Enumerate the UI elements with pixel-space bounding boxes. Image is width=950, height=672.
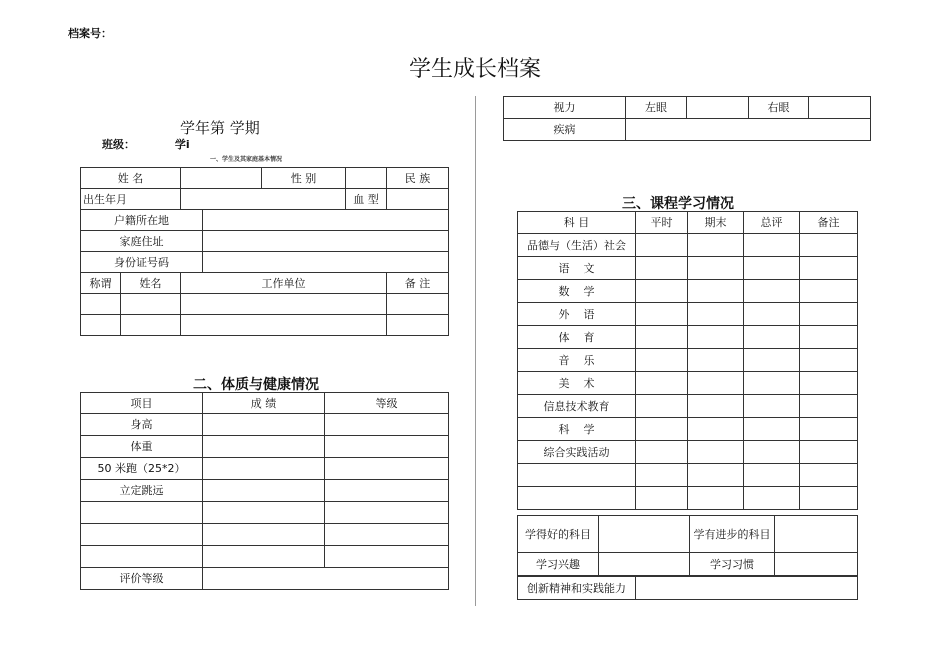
hukou-cell[interactable]: [203, 210, 449, 231]
weight-label: 体重: [81, 436, 203, 458]
final-header: 期末: [688, 212, 744, 234]
table-row: [518, 303, 858, 326]
disease-cell[interactable]: [626, 119, 871, 141]
subject-pe: 体 育: [518, 326, 636, 349]
center-divider: [475, 96, 476, 606]
class-line: [102, 136, 226, 152]
eval-grade-label: 评价等级: [81, 568, 203, 590]
innovation-label: 创新精神和实践能力: [518, 577, 636, 600]
interest-label: 学习兴趣: [518, 553, 599, 576]
table-row: [518, 395, 858, 418]
table-row: [518, 487, 858, 510]
subject-art: 美 术: [518, 372, 636, 395]
subject-header: 科 目: [518, 212, 636, 234]
learning-summary-table: [517, 515, 858, 576]
grade-header: 等级: [325, 393, 449, 414]
subject-math: 数 学: [518, 280, 636, 303]
left-eye-cell[interactable]: [687, 97, 749, 119]
page-title: 学生成长档案: [408, 57, 541, 82]
total-header: 总评: [744, 212, 800, 234]
table-row: [518, 464, 858, 487]
term-subtitle: 学年第 学期: [180, 119, 260, 137]
interest-cell[interactable]: [599, 553, 690, 576]
table-row: [81, 546, 449, 568]
section3-title: 三、课程学习情况: [622, 196, 734, 212]
basic-info-table: [80, 167, 449, 336]
subject-foreign-language: 外 语: [518, 303, 636, 326]
long-jump-label: 立定跳远: [81, 480, 203, 502]
height-label: 身高: [81, 414, 203, 436]
left-eye-label: 左眼: [626, 97, 687, 119]
good-subject-cell[interactable]: [599, 516, 690, 553]
name-label: 姓 名: [81, 168, 181, 189]
score-header: 成 绩: [203, 393, 325, 414]
address-cell[interactable]: [203, 231, 449, 252]
table-row: [518, 349, 858, 372]
subject-practice: 综合实践活动: [518, 441, 636, 464]
birth-cell[interactable]: [181, 189, 346, 210]
innovation-cell[interactable]: [636, 577, 858, 600]
student-label: 学i: [174, 138, 190, 151]
ethnic-label: 民 族: [387, 168, 449, 189]
hukou-label: 户籍所在地: [81, 210, 203, 231]
table-row: [518, 418, 858, 441]
table-row: [518, 441, 858, 464]
run-50m-label: 50 米跑（25*2）: [81, 458, 203, 480]
name-cell[interactable]: [181, 168, 262, 189]
course-table: [517, 211, 858, 510]
vision-label: 视力: [504, 97, 626, 119]
table-row: [81, 480, 449, 502]
address-label: 家庭住址: [81, 231, 203, 252]
birth-label: 出生年月: [81, 189, 181, 210]
table-row: [81, 524, 449, 546]
habit-label: 学习习惯: [690, 553, 775, 576]
doc-number-label: 档案号：: [68, 27, 112, 40]
table-row: [518, 372, 858, 395]
id-number-label: 身份证号码: [81, 252, 203, 273]
table-row: [81, 436, 449, 458]
gender-cell[interactable]: [346, 168, 387, 189]
subject-science: 科 学: [518, 418, 636, 441]
improved-subject-cell[interactable]: [775, 516, 858, 553]
good-subject-label: 学得好的科目: [518, 516, 599, 553]
table-row: [81, 502, 449, 524]
family-name-header: 姓名: [121, 273, 181, 294]
subject-morality: 品德与（生活）社会: [518, 234, 636, 257]
subject-music: 音 乐: [518, 349, 636, 372]
habit-cell[interactable]: [775, 553, 858, 576]
innovation-table: [517, 576, 858, 600]
gender-label: 性 别: [262, 168, 346, 189]
vision-table: [503, 96, 871, 141]
usual-header: 平时: [636, 212, 688, 234]
table-row: [518, 257, 858, 280]
work-unit-header: 工作单位: [181, 273, 387, 294]
eval-grade-cell[interactable]: [203, 568, 449, 590]
blood-cell[interactable]: [387, 189, 449, 210]
family-row: [81, 294, 449, 315]
table-row: [81, 458, 449, 480]
relation-header: 称谓: [81, 273, 121, 294]
section2-title: 二、体质与健康情况: [193, 377, 319, 393]
note-header: 备注: [800, 212, 858, 234]
subject-it: 信息技术教育: [518, 395, 636, 418]
note-header: 备 注: [387, 273, 449, 294]
right-eye-cell[interactable]: [809, 97, 871, 119]
table-row: [81, 414, 449, 436]
blood-label: 血 型: [346, 189, 387, 210]
family-row: [81, 315, 449, 336]
table-row: [518, 234, 858, 257]
class-label: 班级：: [102, 138, 135, 151]
table-row: [518, 326, 858, 349]
id-number-cell[interactable]: [203, 252, 449, 273]
subject-chinese: 语 文: [518, 257, 636, 280]
disease-label: 疾病: [504, 119, 626, 141]
section1-title: 一、学生及其家庭基本情况: [210, 156, 283, 163]
health-table: [80, 392, 449, 590]
right-eye-label: 右眼: [749, 97, 809, 119]
item-header: 项目: [81, 393, 203, 414]
improved-subject-label: 学有进步的科目: [690, 516, 775, 553]
table-row: [518, 280, 858, 303]
